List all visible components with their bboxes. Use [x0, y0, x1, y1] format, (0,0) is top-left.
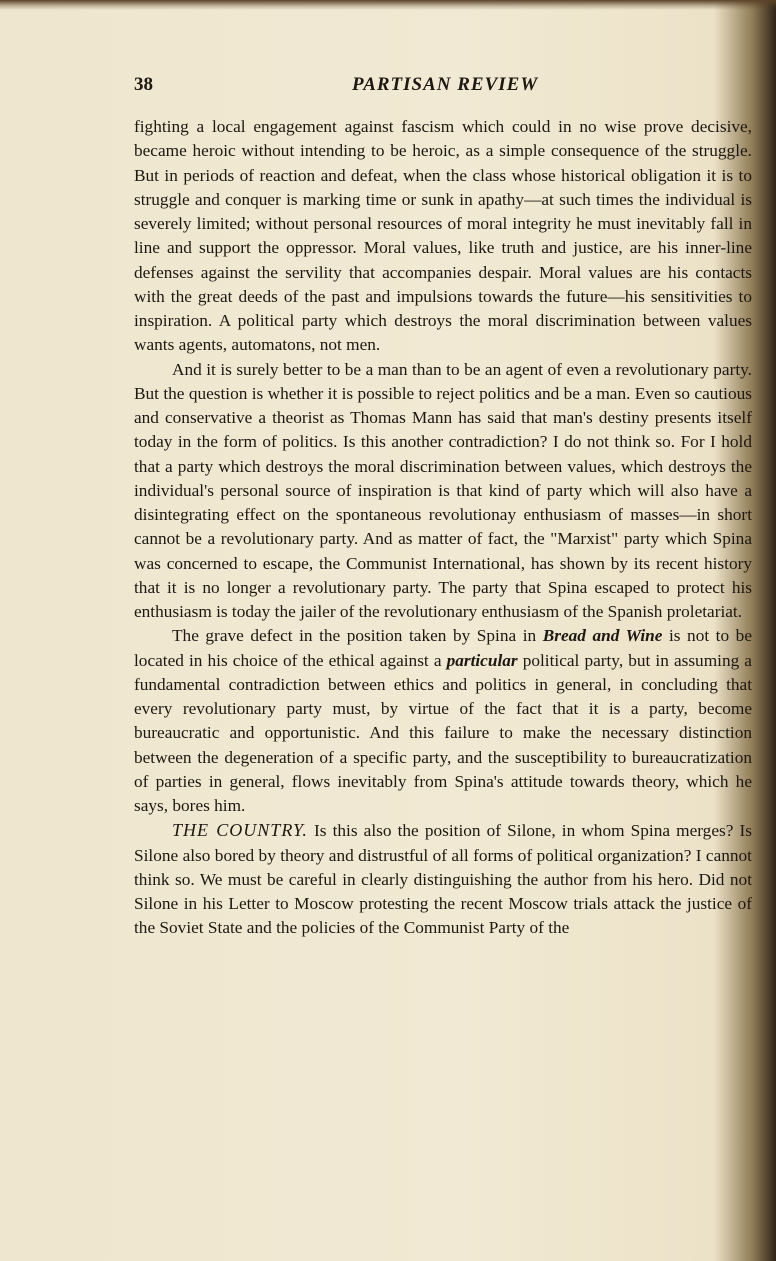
body-text [134, 115, 752, 941]
paragraph-1-text: fighting a local engagement against fascism which could in no wise prove decisive, became heroic without intending to be heroic, as a simple consequence of the struggle. But in periods of reaction and defeat, when the class whose historical obligation it is to struggle and conquer is marking time or sunk in apathy—at such times the individual is severely limited; without personal resources of moral integrity he must inevitably fall in line and support the oppressor. Moral values, like truth and justice, are his inner-line defenses against the servility that accompanies despair. Moral values are his contacts with the great deeds of the past and impulsions towards the future—his sensitivities to inspiration. A political party which destroys the moral discrimination between values wants agents, automatons, not men. [134, 117, 752, 355]
page-number: 38 [134, 74, 153, 95]
running-title: PARTISAN REVIEW [352, 74, 539, 95]
paragraph-4-text: Is this also the position of Silone, in whom Spina merges? Is Silone also bored by theory and distrustful of all forms of political organization? I cannot think so. We must be careful in clearly distinguishing the author from his hero. Did not Silone in his Letter to Moscow protesting the recent Moscow trials attack the justice of the Soviet State and the policies of the Communist Party of the [134, 821, 752, 938]
paragraph-2 [134, 358, 752, 625]
section-heading: THE COUNTRY. [172, 820, 308, 841]
paragraph-2-text: And it is surely better to be a man than to be an agent of even a revolutionary party. But the question is whether it is possible to reject politics and be a man. Even so cautious and conservative a theorist as Thomas Mann has said that man's destiny presents itself today in the form of politics. Is this another contradiction? I do not think so. For I hold that a party which destroys the moral discrimination between values, which destroys the individual's personal source of inspiration is that kind of party which will also have a disintegrating effect on the spontaneous revolutionay enthusiasm of masses—in short cannot be a revolutionary party. And as matter of fact, the "Marxist" party which Spina was concerned to escape, the Communist International, has shown by its recent history that it is no longer a revolutionary party. The party that Spina escaped to protect his enthusiasm is today the jailer of the revolutionary enthusiasm of the Spanish proletariat. [134, 359, 752, 621]
paragraph-3-mid: is not to be located in his choice of the ethical against a [134, 626, 752, 670]
paragraph-3-post: political party, but in assuming a fundamental contradiction between ethics and politics in general, in concluding that every revolutionary party must, by virtue of the fact that it is a party, become bureaucratic and opportunistic. And this failure to make the necessary distinction between the degeneration of a specific party, and the susceptibility to bureaucratization of parties in general, flows inevitably from Spina's attitude towards theory, which he says, bores him. [134, 650, 752, 815]
page-top-shadow [0, 0, 776, 10]
paragraph-4 [134, 818, 752, 940]
paragraph-3-pre: The grave defect in the position taken by Spina in [172, 626, 543, 646]
emphasis-particular: particular [446, 650, 518, 670]
paragraph-3 [134, 624, 752, 818]
paragraph-1 [134, 115, 752, 358]
book-title: Bread and Wine [542, 626, 663, 646]
page-header [134, 74, 754, 104]
